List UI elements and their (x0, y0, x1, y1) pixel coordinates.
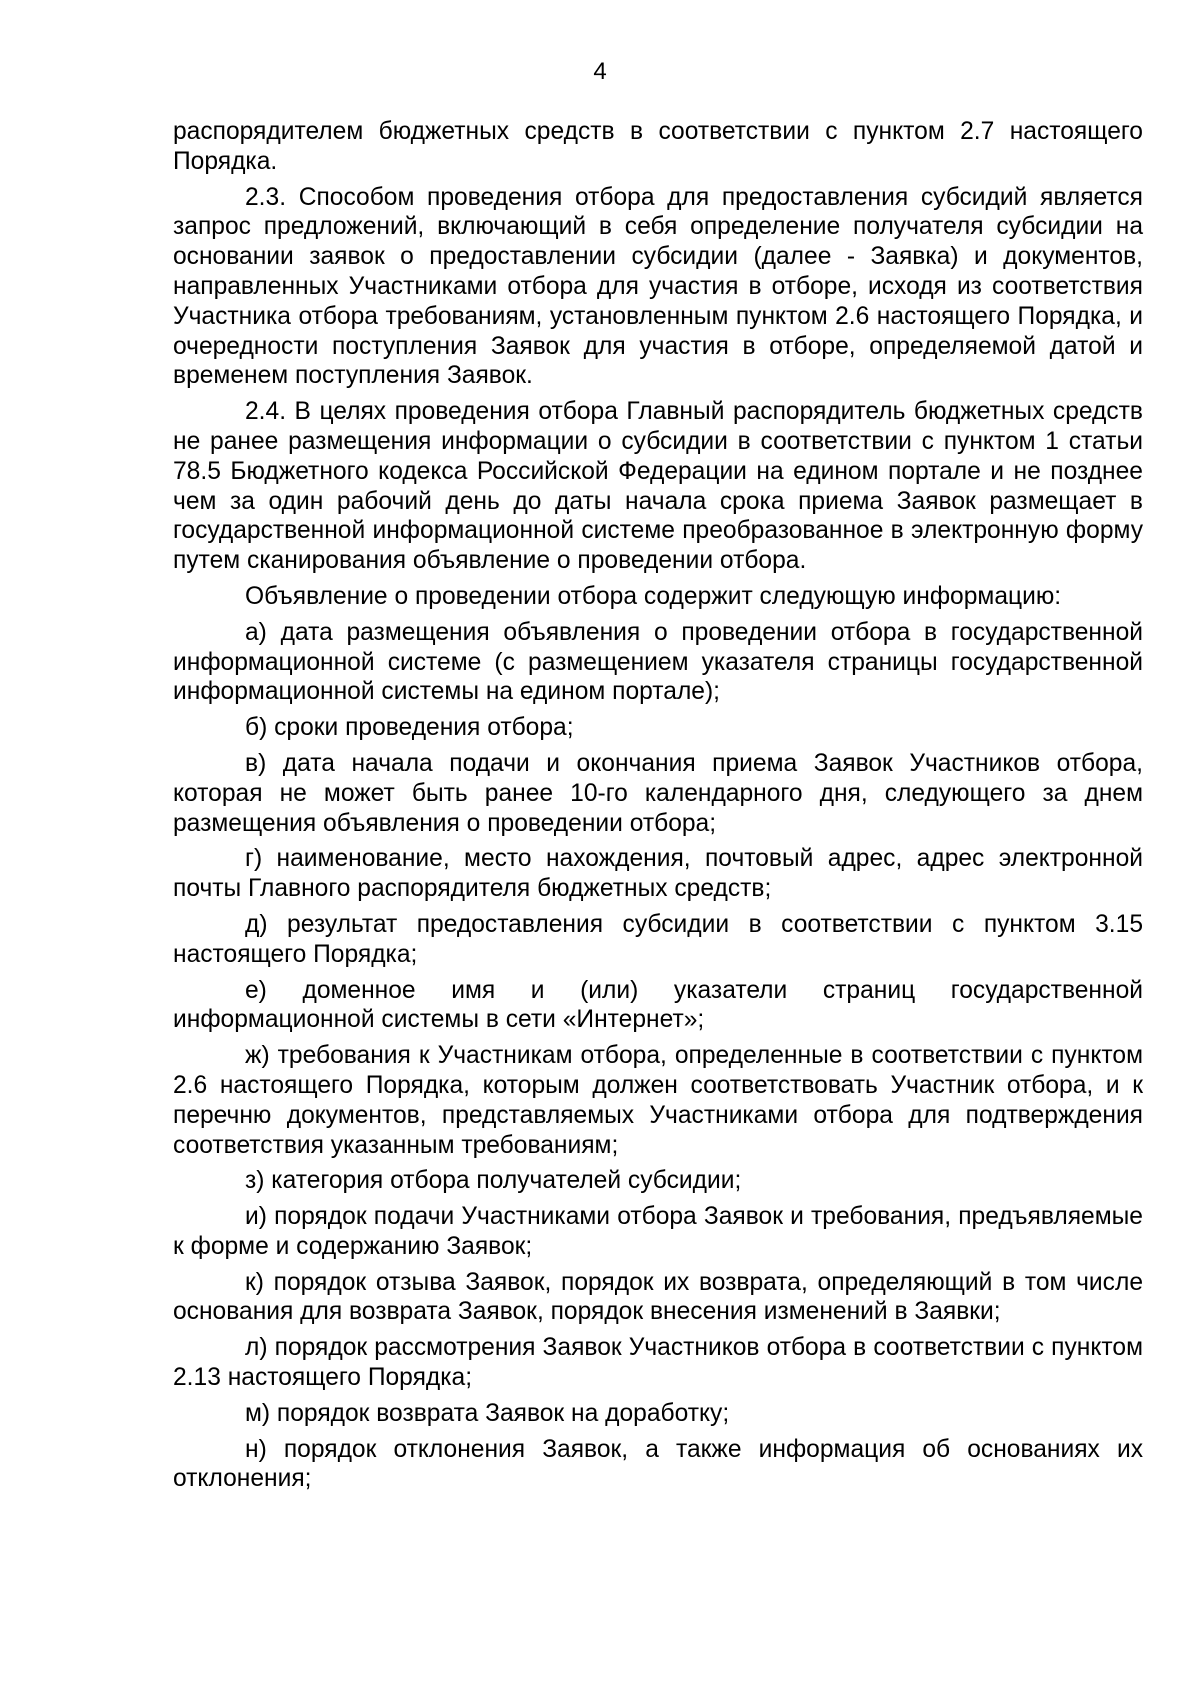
list-item-k: к) порядок отзыва Заявок, порядок их возврата, определяющий в том числе основания для возврата Заявок, порядок внесения изменений в Заявки; (173, 1268, 1143, 1326)
document-body (173, 117, 1143, 1500)
page-number: 4 (593, 58, 607, 85)
list-item-d: д) результат предоставления субсидии в соответствии с пунктом 3.15 настоящего Порядка; (173, 910, 1143, 968)
list-item-z: з) категория отбора получателей субсидии; (245, 1167, 742, 1195)
paragraph-2-3: 2.3. Способом проведения отбора для предоставления субсидий является запрос предложений, включающий в себя определение получателя субсидии на основании заявок о предоставлении субсидии (далее - Заявка) и документов, направленных Участниками отбора для участия в отборе, исходя из соответствия Участника отбора требованиям, установленным пунктом 2.6 настоящего Порядка, и очередности поступления Заявок для участия в отборе, определяемой датой и временем поступления Заявок. (173, 183, 1143, 390)
list-item-zh: ж) требования к Участникам отбора, определенные в соответствии с пунктом 2.6 настоящего Порядка, которым должен соответствовать Участник отбора, и к перечню документов, представляемых Участниками отбора для подтверждения соответствия указанным требованиям; (173, 1042, 1143, 1159)
list-item-l: л) порядок рассмотрения Заявок Участников отбора в соответствии с пунктом 2.13 настоящего Порядка; (173, 1334, 1143, 1392)
list-item-i: и) порядок подачи Участниками отбора Заявок и требования, предъявляемые к форме и содержанию Заявок; (173, 1203, 1143, 1260)
list-item-n: н) порядок отклонения Заявок, а также информация об основаниях их отклонения; (173, 1435, 1143, 1493)
list-item-e: е) доменное имя и (или) указатели страниц государственной информационной системы в сети «Интернет»; (173, 976, 1143, 1034)
paragraph-continuation: распорядителем бюджетных средств в соответствии с пунктом 2.7 настоящего Порядка. (173, 118, 1143, 175)
paragraph-2-4: 2.4. В целях проведения отбора Главный распорядитель бюджетных средств не ранее размещения информации о субсидии в соответствии с пунктом 1 статьи 78.5 Бюджетного кодекса Российской Федерации на едином портале и не позднее чем за один рабочий день до даты начала срока приема Заявок размещает в государственной информационной системе преобразованное в электронную форму путем сканирования объявление о проведении отбора. (173, 398, 1143, 575)
list-item-v: в) дата начала подачи и окончания приема Заявок Участников отбора, которая не может быть ранее 10-го календарного дня, следующего за днем размещения объявления о проведении отбора; (173, 749, 1143, 837)
list-item-a: а) дата размещения объявления о проведении отбора в государственной информационной системе (с размещением указателя страницы государственной информационной системы на едином портале); (173, 618, 1143, 706)
list-item-m: м) порядок возврата Заявок на доработку; (245, 1399, 730, 1427)
paragraph-announcement-intro: Объявление о проведении отбора содержит следующую информацию: (245, 582, 1062, 610)
list-item-b: б) сроки проведения отбора; (245, 714, 574, 742)
list-item-g: г) наименование, место нахождения, почтовый адрес, адрес электронной почты Главного распорядителя бюджетных средств; (173, 845, 1143, 903)
